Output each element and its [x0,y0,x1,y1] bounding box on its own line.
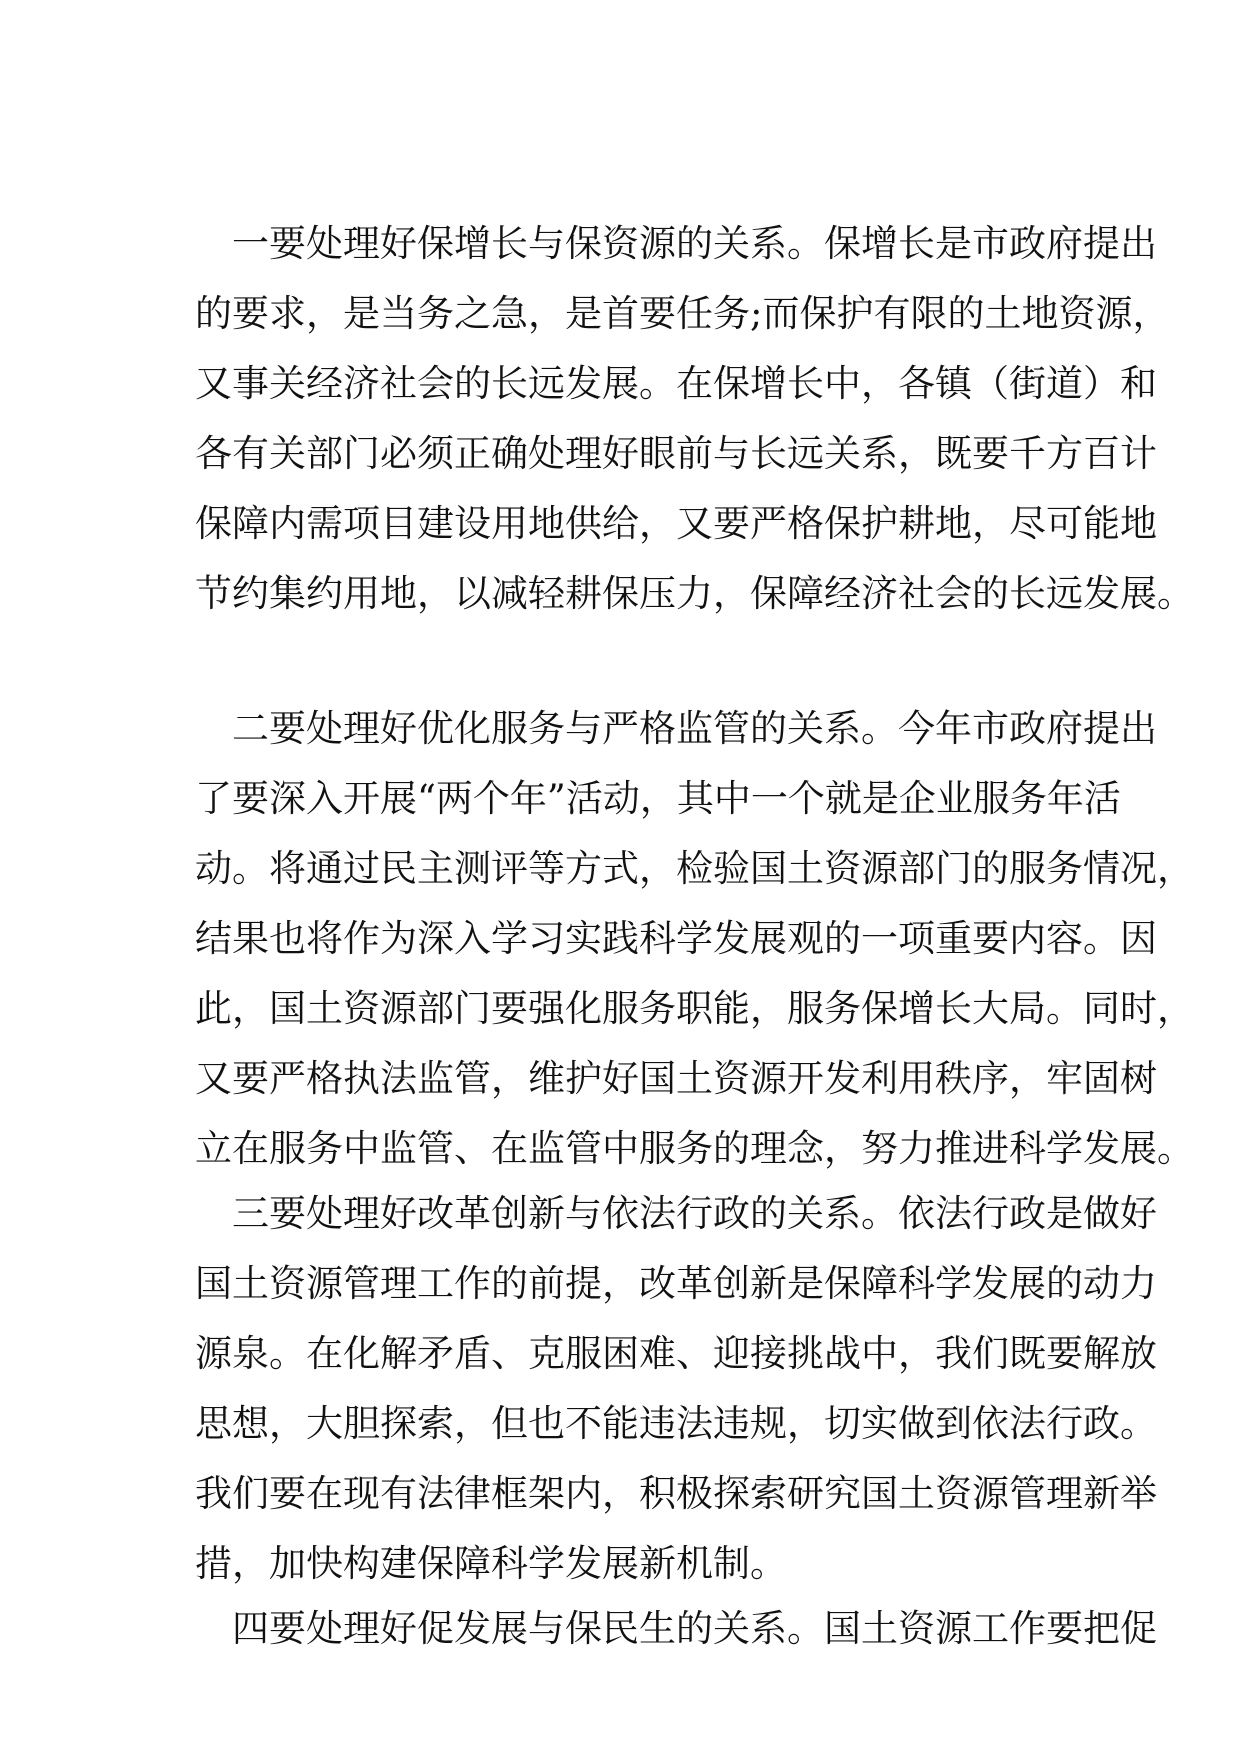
paragraph-1 [195,209,1194,629]
paragraph-3 [195,1179,1157,1599]
paragraph-line: 四要处理好促发展与保民生的关系。国土资源工作要把促 [232,1607,1157,1650]
paragraph-line: 各有关部门必须正确处理好眼前与长远关系，既要千方百计 [195,432,1157,475]
paragraph-line: 措，加快构建保障科学发展新机制。 [195,1542,787,1585]
paragraph-line: 一要处理好保增长与保资源的关系。保增长是市政府提出 [232,222,1157,265]
paragraph-line: 立在服务中监管、在监管中服务的理念，努力推进科学发展。 [195,1127,1194,1170]
paragraph-line: 源泉。在化解矛盾、克服困难、迎接挑战中，我们既要解放 [195,1332,1157,1375]
paragraph-line: 我们要在现有法律框架内，积极探索研究国土资源管理新举 [195,1472,1157,1515]
paragraph-line: 思想，大胆探索，但也不能违法违规，切实做到依法行政。 [195,1402,1157,1445]
paragraph-line: 动。将通过民主测评等方式，检验国土资源部门的服务情况， [195,847,1194,890]
paragraph-2 [195,694,1194,1184]
paragraph-line: 国土资源管理工作的前提，改革创新是保障科学发展的动力 [195,1262,1157,1305]
paragraph-line: 的要求，是当务之急，是首要任务;而保护有限的土地资源， [195,292,1170,335]
paragraph-line: 此，国土资源部门要强化服务职能，服务保增长大局。同时， [195,987,1194,1030]
paragraph-line: 节约集约用地，以减轻耕保压力，保障经济社会的长远发展。 [195,572,1194,615]
paragraph-line: 二要处理好优化服务与严格监管的关系。今年市政府提出 [232,707,1157,750]
paragraph-line: 保障内需项目建设用地供给，又要严格保护耕地，尽可能地 [195,502,1157,545]
paragraph-4 [195,1594,1157,1664]
paragraph-line: 又要严格执法监管，维护好国土资源开发利用秩序，牢固树 [195,1057,1157,1100]
paragraph-line: 又事关经济社会的长远发展。在保增长中，各镇（街道）和 [195,362,1157,405]
paragraph-line: 三要处理好改革创新与依法行政的关系。依法行政是做好 [232,1192,1157,1235]
paragraph-line: 结果也将作为深入学习实践科学发展观的一项重要内容。因 [195,917,1157,960]
paragraph-line: 了要深入开展“两个年”活动，其中一个就是企业服务年活 [195,777,1121,820]
